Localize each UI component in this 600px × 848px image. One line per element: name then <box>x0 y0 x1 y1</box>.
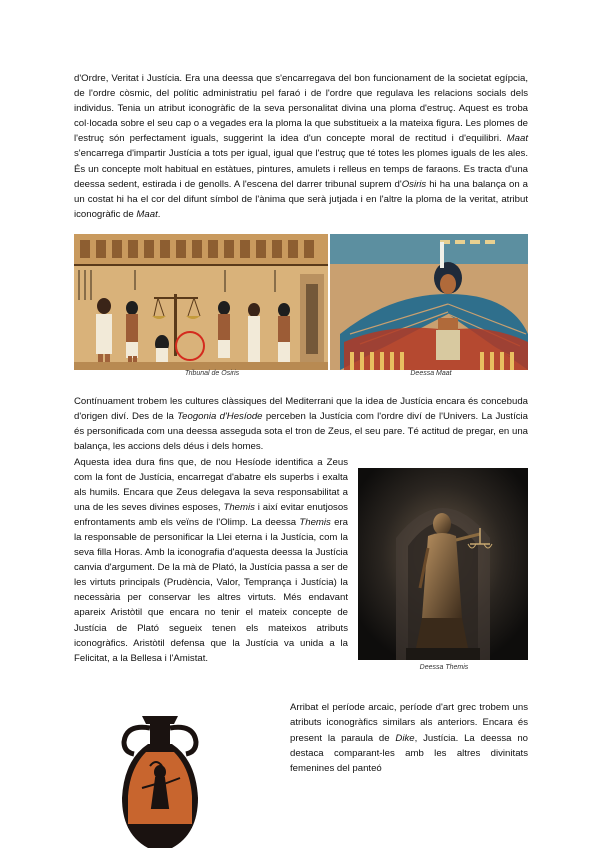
text-run: Arribat el període arcaic, període d'art grec trobem uns atributs iconogràfics similars als anteriors. Encara és present la paraula de <box>290 702 528 744</box>
italic-term: Themis <box>299 517 331 529</box>
italic-term: Maat <box>136 208 158 220</box>
text-run: Contínuament trobem les cultures clàssiques del Mediterrani que la idea de Justícia encara és concebuda d'origen diví. Des de la <box>74 396 528 423</box>
italic-term: Teogonia d'Hesíode <box>177 411 263 423</box>
text-run: . <box>157 208 161 220</box>
text-run: s'encarrega d'impartir Justícia a tots per igual, igual que l'estruç que té totes les plomes iguals de les ales. És un concepte molt habitual en estàtues, pintures, amulets i relleus en temps de faraons. Es tracta d'una deessa sedent, estirada i de genolls. A l'escena del darrer tribunal suprem d' <box>74 148 528 190</box>
text-run: era la responsable de personificar la Llei eterna i la Justícia, com la seva filla Horas. Amb la iconografia d'aquesta deessa la Justícia canvia d'argument. De la mà de Plató, la Justícia passa a ser de les virtuts principals (Prudència, Valor, Temprança i Justícia) la necessària per conservar les altres virtuts. Més endavant apareix Aristòtil que encara no tenir el mateix concepte de Justícia de Plató segueix tenen els mateixos atributs iconogràfics. Aristòtil defensa que la Justícia va unida a la Felicitat, a la Bellesa i l'Amistat. <box>74 517 348 664</box>
text-run: hi ha una balança on a un costat hi ha el cor del difunt símbol de l'ànima que serà jutjada i en l'altre la ploma de la veritat, atribut iconogràfic de <box>74 178 528 220</box>
caption-maat: Deessa Maat <box>410 370 452 377</box>
text-run: d'Ordre, Veritat i Justícia. Era una deessa que s'encarregava del bon funcionament de la societat egípcia, de l'ordre còsmic, del polític administratiu pel faraó i de l'ordre que regulava les relacions socials dels individus. Tenia un atribut iconogràfic de la seva personalitat divina una ploma d'estruç. Aquest es troba col·locada sobre el seu cap o a vegades era la ploma la que substitueix a la mateixa figura. Les plomes de l'estruç són perfectament iguals, suggerint la idea d'un concepte moral de rectitud i d'equilibri. <box>74 73 528 145</box>
italic-term: Maat <box>506 133 528 145</box>
egyptian-figures <box>74 234 528 377</box>
italic-term: Themis <box>223 502 255 514</box>
italic-term: Osiris <box>401 178 427 190</box>
deessa-themis-image <box>358 468 528 660</box>
caption-themis: Deessa Themis <box>419 664 469 671</box>
text-run: perceben la Justícia com l'ordre diví de l'Univers. La Justícia és personificada com una deessa asseguda sota el tron de Zeus, el seu pare. Té actitud de pregar, en una balança, les accions dels déus i dels homes. <box>74 411 528 453</box>
greek-vase-image <box>112 708 208 848</box>
text-run: Aquesta idea dura fins que, de nou Hesíode identifica a Zeus com la font de Justícia, encarregat d'abatre els superbs i exalta als humils. Encara que Zeus delegava la seva responsabilitat a una de les seves divines esposes, <box>74 457 348 514</box>
caption-tribunal: Tribunal de Osiris <box>184 370 240 377</box>
italic-term: Dike <box>395 732 415 744</box>
deessa-maat-image <box>330 234 528 370</box>
tribunal-osiris-image <box>74 234 328 370</box>
paragraph-archaic <box>290 700 528 776</box>
text-run: i així evitar enutjosos enfrontaments amb els veïns de l'Olimp. La deessa <box>74 502 348 529</box>
paragraph-classical <box>74 394 528 454</box>
paragraph-maat <box>74 71 528 222</box>
text-run: , Justícia. La deessa no destaca comparant-les amb les altres divinitats femenines del panteó <box>290 732 528 775</box>
paragraph-themis <box>74 455 348 666</box>
